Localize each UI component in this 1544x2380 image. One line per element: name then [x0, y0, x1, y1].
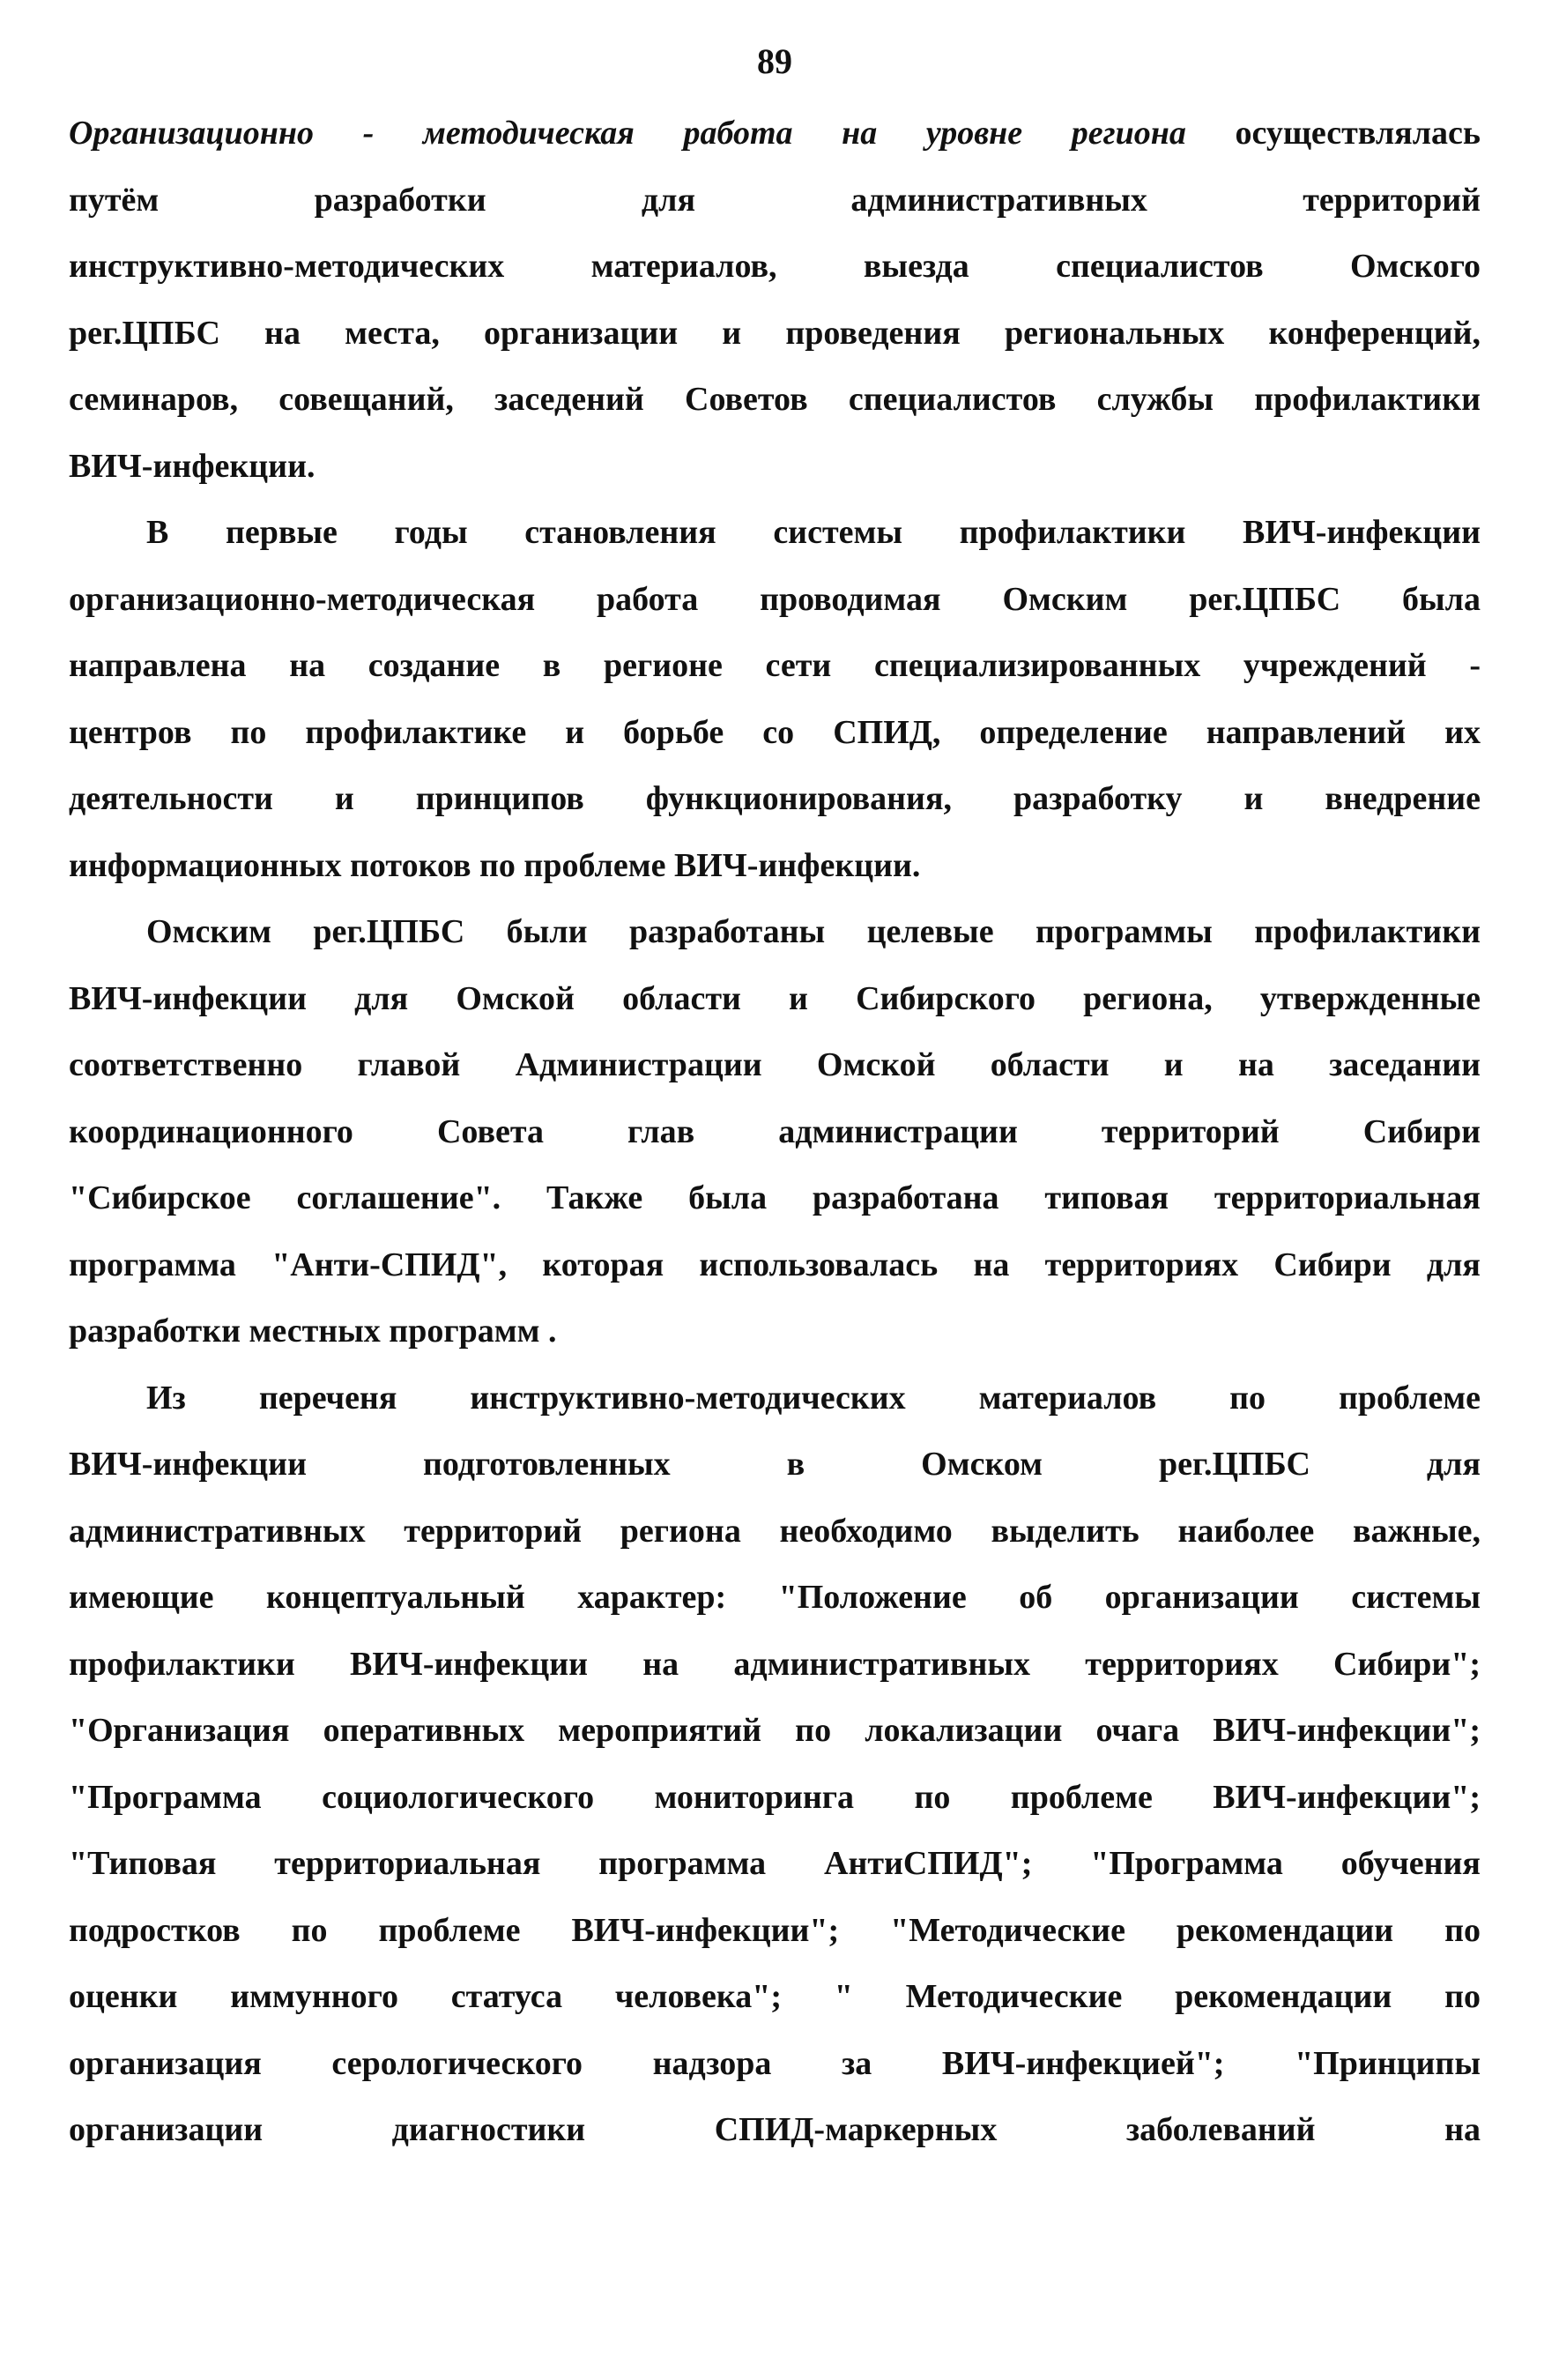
- text-line: направлена на создание в регионе сети специализированных учреждений -: [69, 647, 1481, 684]
- text-line: ВИЧ-инфекции.: [69, 447, 315, 485]
- text-line: ВИЧ-инфекции для Омской области и Сибирского региона, утвержденные: [69, 979, 1481, 1017]
- text-line: организации диагностики СПИД-маркерных заболеваний на: [69, 2111, 1481, 2148]
- line-text: осуществлялась: [1185, 115, 1481, 152]
- text-line: [69, 100, 1481, 167]
- text-line: центров по профилактике и борьбе со СПИД, определение направлений их: [69, 713, 1481, 751]
- page-number: 89: [757, 41, 792, 81]
- text-line: имеющие концептуальный характер: "Положение об организации системы: [69, 1579, 1481, 1616]
- text-line: соответственно главой Администрации Омской области и на заседании: [69, 1046, 1481, 1083]
- text-line: инструктивно-методических материалов, выезда специалистов Омского: [69, 248, 1481, 285]
- italic-heading-phrase: Организационно - методическая работа на уровне региона: [69, 115, 1186, 152]
- paragraph-4: [69, 1365, 1481, 2164]
- text-line: "Программа социологического мониторинга по проблеме ВИЧ-инфекции";: [69, 1778, 1481, 1816]
- text-line: В первые годы становления системы профилактики ВИЧ-инфекции: [146, 514, 1481, 551]
- text-line: подростков по проблеме ВИЧ-инфекции"; "Методические рекомендации по: [69, 1911, 1481, 1949]
- text-line: семинаров, совещаний, заседений Советов специалистов службы профилактики: [69, 381, 1481, 418]
- text-line: ВИЧ-инфекции подготовленных в Омском рег.ЦПБС для: [69, 1446, 1481, 1483]
- paragraph-1: [69, 100, 1481, 500]
- text-line: Омским рег.ЦПБС были разработаны целевые программы профилактики: [146, 913, 1481, 950]
- text-line: рег.ЦПБС на места, организации и проведения региональных конференций,: [69, 314, 1481, 352]
- text-line: координационного Совета глав администрации территорий Сибири: [69, 1112, 1481, 1150]
- text-line: организация серологического надзора за ВИЧ-инфекцией"; "Принципы: [69, 2044, 1481, 2082]
- text-line: "Типовая территориальная программа АнтиСПИД"; "Программа обучения: [69, 1845, 1481, 1882]
- text-line: деятельности и принципов функционирования, разработку и внедрение: [69, 780, 1481, 817]
- text-line: разработки местных программ .: [69, 1313, 557, 1350]
- text-line: организационно-методическая работа проводимая Омским рег.ЦПБС была: [69, 580, 1481, 618]
- text-line: программа "Анти-СПИД", которая использовалась на территориях Сибири для: [69, 1246, 1481, 1283]
- text-line: оценки иммунного статуса человека"; " Методические рекомендации по: [69, 1978, 1481, 2015]
- text-line: административных территорий региона необходимо выделить наиболее важные,: [69, 1512, 1481, 1550]
- paragraph-3: [69, 899, 1481, 1365]
- document-page: [69, 0, 1481, 2380]
- text-line: Из переченя инструктивно-методических материалов по проблеме: [146, 1379, 1481, 1417]
- text-line: "Организация оперативных мероприятий по локализации очага ВИЧ-инфекции";: [69, 1712, 1481, 1749]
- text-line: "Сибирское соглашение". Также была разработана типовая территориальная: [69, 1179, 1481, 1216]
- body-text: [69, 100, 1481, 2164]
- text-line: информационных потоков по проблеме ВИЧ-инфекции.: [69, 846, 921, 884]
- text-line: путём разработки для административных территорий: [69, 181, 1481, 219]
- text-line: профилактики ВИЧ-инфекции на административных территориях Сибири";: [69, 1645, 1481, 1683]
- paragraph-2: [69, 500, 1481, 899]
